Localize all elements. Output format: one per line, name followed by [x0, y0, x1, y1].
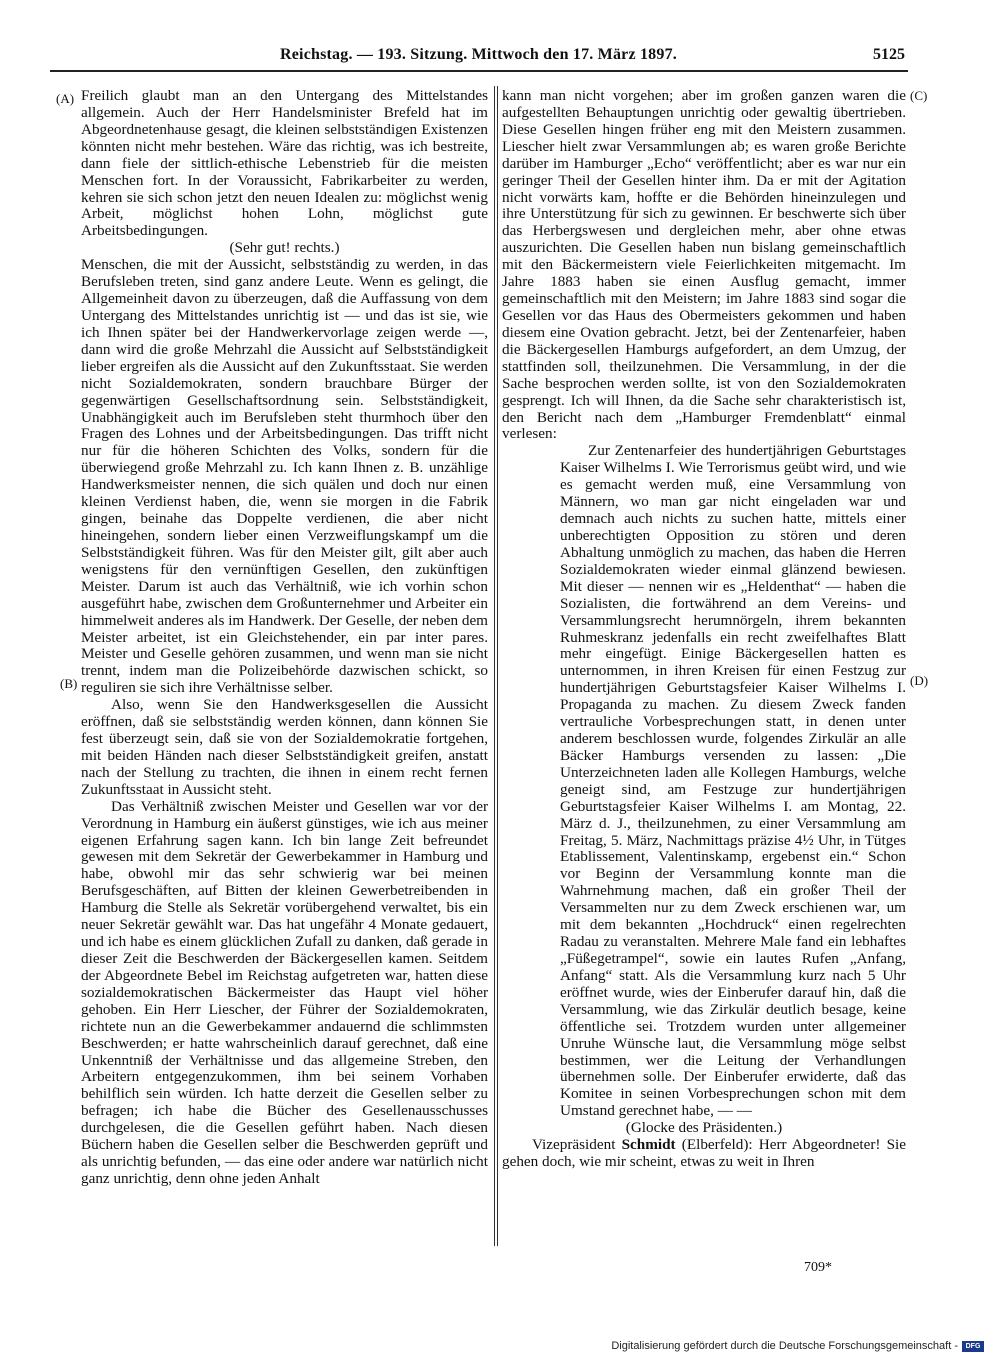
president-bell: (Glocke des Präsidenten.) [625, 1119, 783, 1137]
vice-president-remark [502, 1137, 906, 1171]
newspaper-quote: Zur Zentenarfeier des hundertjährigen Geburtstages Kaiser Wilhelms I. Wie Terrorismus geübt wird, und wie es gemacht werden muß, eine Versammlung von Männern, wo man gar nicht eingeladen war und demnach auch nichts zu suchen hatte, mittels einer unberechtigten Opposition zu stören und deren Abhaltung unmöglich zu machen, das haben die Herren Sozialdemokraten wieder einmal glänzend bewiesen. Mit dieser — nennen wir es „Heldenthat“ — haben die Sozialisten, die fortwährend an dem Vereins- und Versammlungsrecht herumnörgeln, ihrem bekannten Ruhmeskranz jedenfalls ein recht zweifelhaftes Blatt mehr eingefügt. Einige Bäckergesellen hatten es unternommen, in ihren Kreisen für einen Festzug zur hundertjährigen Geburtstagsfeier Kaiser Wilhelms I. Propaganda zu machen. Zu diesem Zweck fanden vertrauliche Vorbesprechungen statt, in denen unter anderem beschlossen wurde, folgendes Zirkulär an alle Bäcker Hamburgs versenden zu lassen: „Die Unterzeichneten laden alle Kollegen Hamburgs, welche geneigt sind, am Festzuge zur hundertjährigen Geburtstagsfeier Kaiser Wilhelms I. am Montag, 22. März d. J., theilzunehmen, zu einer Versammlung am Freitag, 5. März, Nachmittags präzise 4½ Uhr, in Tütges Etablissement, Valentinskamp, ergebenst ein.“ Schon vor Beginn der Versammlung konnte man die Wahrnehmung machen, daß ein großer Theil der Versammelten nur zu dem Zweck erschienen war, um mit dem bekannten „Hochdruck“ einen regelrechten Radau zu veranstalten. Mehrere Male fand ein lebhaftes „Füßegetrampel“, sowie ein lautes Rufen „Anfang, Anfang“ statt. Als die Versammlung kurz nach 5 Uhr eröffnet wurde, wies der Einberufer darauf hin, daß die Versammlung, wie das Zirkulär deutlich besage, keine öffentliche sei. Trotzdem wurden unter allgemeiner Unruhe Wünsche laut, die Versammlung möge selbst bestimmen, wer die Leitung der Verhandlungen übernehmen solle. Der Einberufer erwiderte, daß das Komitee in seinen Vorbesprechungen schon mit dem Umstand gerechnet habe, — — [560, 442, 906, 1120]
speaker-prefix: Vizepräsident [532, 1136, 622, 1154]
column-divider-inner [497, 86, 498, 1246]
page-number: 5125 [873, 46, 905, 63]
footer [611, 1339, 984, 1353]
header-title: Reichstag. — 193. Sitzung. Mittwoch den 17. März 1897. [280, 46, 677, 63]
header-rule [50, 70, 908, 72]
margin-mark-c: (C) [910, 88, 928, 103]
sheet-signature: 709* [804, 1260, 832, 1275]
margin-mark-b: (B) [60, 676, 78, 691]
right-column [502, 88, 906, 1171]
footer-text: Digitalisierung gefördert durch die Deutsche Forschungsgemeinschaft - [611, 1340, 958, 1352]
speaker-text: (Elberfeld): Herr Abgeordneter! Sie gehen doch, wie mir scheint, etwas zu weit in Ihren [502, 1136, 907, 1171]
left-column [81, 88, 488, 1188]
page-header [50, 46, 905, 68]
column-divider [494, 86, 495, 1246]
left-paragraph-2: Menschen, die mit der Aussicht, selbstständig zu werden, in das Berufsleben treten, sind ganz andere Leute. Wenn es gelingt, die Allgemeinheit davon zu überzeugen, daß die Auffassung von dem Untergang des Mittelstandes unrichtig ist — und das ist sie, wie ich Ihnen später bei der Handwerkervorlage zeigen werde —, dann wird die große Mehrzahl die Aussicht auf Selbstständigkeit lieber ergreifen als die Aussicht auf den Zukunftsstaat. Sie werden nicht Sozialdemokraten, sondern brauchbare Bürger der gegenwärtigen Gesellschaftsordnung sein. Selbstständigkeit, Unabhängigkeit auch im Berufsleben steht thurmhoch über den Fragen des Lohnes und der Arbeitsbedingungen. Das trifft nicht nur für die höheren Schichten des Volks, sondern für die überwiegend große Mehrzahl zu. Ich kann Ihnen z. B. unzählige Handwerksmeister nennen, die sich quälen und doch nur einen kleinen Verdienst haben, die, wenn sie morgen in die Fabrik gingen, beinahe das Doppelte verdienen, die aber nicht hineingehen, sondern lieber einen Verzweiflungskampf um die Selbstständigkeit führen. Was für den Meister gilt, gilt aber auch wenigstens für den vernünftigen Gesellen, den zukünftigen Meister. Darum ist auch das Verhältniß, wie ich vorhin schon ausgeführt habe, zwischen dem Großunternehmer und Arbeiter ein himmelweit anderes als im Handwerk. Der Geselle, der neben dem Meister arbeitet, ist ein Gleichstehender, ein par inter pares. Meister und Geselle gehören zusammen, und wenn man sie nicht trennt, indem man die Polizeibehörde dazwischen schickt, so reguliren sie sich ihre Verhältnisse selber. [81, 256, 488, 697]
interjection: (Sehr gut! rechts.) [229, 239, 340, 257]
left-paragraph-4: Das Verhältniß zwischen Meister und Gesellen war vor der Verordnung in Hamburg ein äußerst günstiges, wie ich aus meiner eigenen Erfahrung sagen kann. Ich bin lange Zeit befreundet gewesen mit dem Sekretär der Gewerbekammer in Hamburg und habe, obwohl mir das sehr schwierig war bei meinen Berufsgeschäften, auf Bitten der kleinen Gewerbetreibenden in Hamburg die Stelle als Sekretär vorübergehend verwaltet, bis ein neuer Sekretär gewählt war. Das hat ungefähr 4 Monate gedauert, und ich habe es einem glücklichen Zufall zu danken, daß gerade in dieser Zeit die Beschwerden der Bäckergesellen kamen. Seitdem der Abgeordnete Bebel im Reichstag aufgetreten war, hatten diese sozialdemokratischen Bäckermeister das Haupt viel höher gehoben. Ein Herr Liescher, der Führer der Sozialdemokraten, richtete nun an die Gewerbekammer andauernd die schlimmsten Beschwerden; er hatte wahrscheinlich darauf gerechnet, daß eine Unkenntniß der Verhältnisse und das allgemeine Streben, den Arbeitern entgegenzukommen, ihm bei seinem Vorhaben behilflich sein würden. Ich hatte derzeit die Gesellen selber zu befragen; ich habe die Bücher des Gesellenausschusses durchgelesen, die die Gesellen geführt haben. Nach diesen Büchern haben die Gesellen selber die Beschwerden geprüft und als unrichtig befunden, — das eine oder andere war natürlich nicht ganz unrichtig, denn ohne jeden Anhalt [81, 797, 488, 1187]
margin-mark-d: (D) [910, 673, 929, 688]
left-paragraph-1: Freilich glaubt man an den Untergang des Mittelstandes allgemein. Auch der Herr Handelsminister Brefeld hat im Abgeordnetenhause gesagt, die kleinen selbstständigen Existenzen könnten nicht mehr bestehen. Wäre das richtig, was ich bestreite, dann fiele der sittlich-ethische Lebenstrieb für die meisten Menschen fort. In der Voraussicht, Fabrikarbeiter zu werden, kehren sie sich schon jetzt den neuen Idealen zu: möglichst wenig Arbeit, möglichst hohen Lohn, möglichst gute Arbeitsbedingungen. [81, 87, 488, 240]
speaker-name: Schmidt [621, 1136, 676, 1154]
right-paragraph-1: kann man nicht vorgehen; aber im großen ganzen waren die aufgestellten Behauptungen unrichtig oder gewaltig übertrieben. Diese Gesellen hingen früher eng mit den Meistern zusammen. Liescher hielt zwar Versammlungen ab; es waren große Berichte darüber im Hamburger „Echo“ veröffentlicht; aber es war nur ein geringer Theil der Gesellen hinter ihm. Da er mit der Agitation nicht vorwärts kam, hoffte er die Behörden hineinzulegen und ihre Unterstützung für sich zu gewinnen. Er beschwerte sich über das Herbergswesen und dergleichen mehr, aber ohne etwas auszurichten. Die Gesellen haben nun bislang gemeinschaftlich mit den Bäckermeistern viele Feierlichkeiten mitgemacht. Im Jahre 1883 haben sie einen Ausflug gemacht, immer gemeinschaftlich mit den Meistern; im Jahre 1883 sind sogar die Gesellen vor das Haus des Obermeisters gekommen und haben diesem eine Ovation gebracht. Jetzt, bei der Zentenarfeier, haben die Bäckergesellen Hamburgs aufgefordert, an dem Umzug, der stattfinden soll, theilzunehmen. Die Versammlung, in der die Sache besprochen werden sollte, ist von den Sozialdemokraten gesprengt. Ich will Ihnen, da die Sache sehr charakteristisch ist, den Bericht nach dem „Hamburger Fremdenblatt“ einmal verlesen: [502, 87, 906, 443]
left-paragraph-3: Also, wenn Sie den Handwerksgesellen die Aussicht eröffnen, daß sie selbstständig werden können, dann können Sie fest überzeugt sein, daß sie von der Sozialdemokratie fortgehen, mit beiden Händen nach dieser Selbstständigkeit greifen, anstatt nach der Stellung zu trachten, die ihnen in einem recht fernen Zukunftsstaat in Aussicht steht. [81, 696, 488, 798]
dfg-logo-icon: DFG [962, 1341, 984, 1352]
margin-mark-a: (A) [56, 91, 75, 106]
